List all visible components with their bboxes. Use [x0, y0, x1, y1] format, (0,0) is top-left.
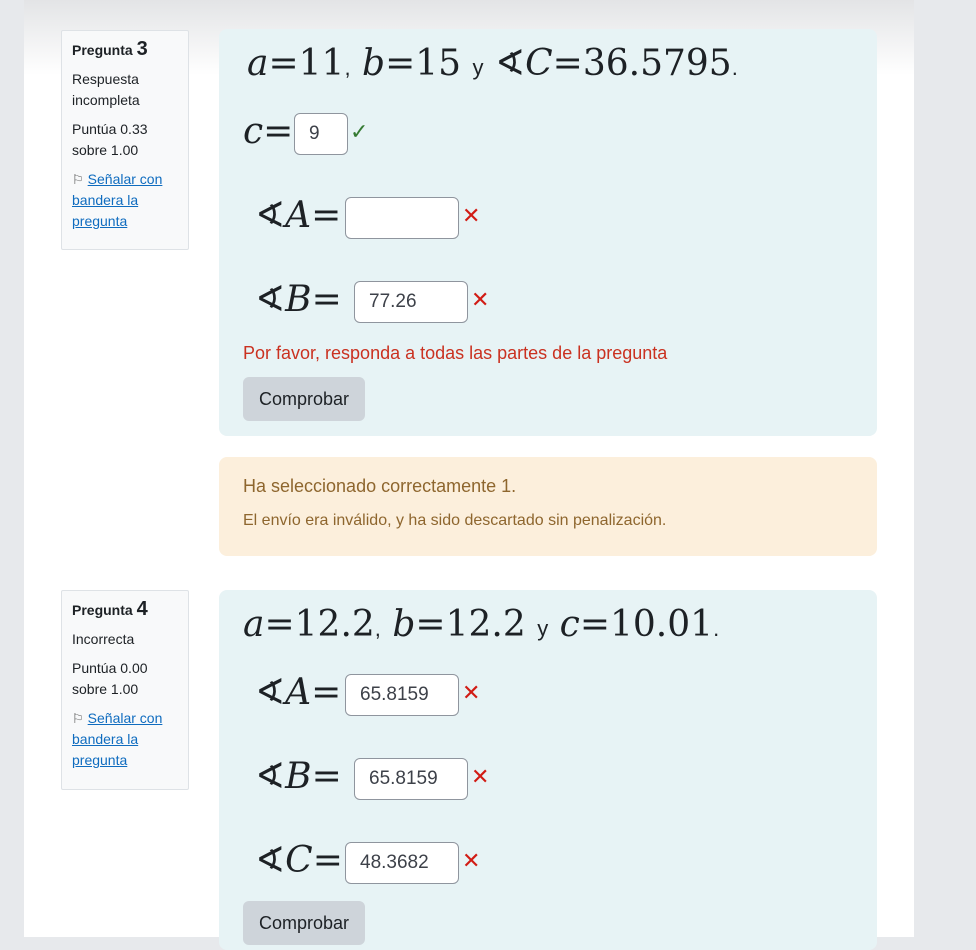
question-3-formulation: [219, 29, 877, 436]
question-4-grade: Puntúa 0.00 sobre 1.00: [72, 660, 148, 697]
question-3-grade: Puntúa 0.33 sobre 1.00: [72, 121, 148, 158]
angle-c-input[interactable]: 48.3682: [345, 842, 459, 884]
check-button[interactable]: Comprobar: [243, 377, 365, 421]
question-3-flag[interactable]: [72, 169, 178, 232]
question-3-state: Respuesta incompleta: [72, 71, 140, 108]
angle-b-label: ∢B=: [255, 279, 342, 320]
angle-a-input[interactable]: [345, 197, 459, 239]
angle-b-input[interactable]: 65.8159: [354, 758, 468, 800]
cross-icon: ✕: [462, 849, 481, 874]
question-4-formulation: [219, 590, 877, 950]
question-4-number: Pregunta 4: [72, 598, 148, 620]
question-3-feedback: [219, 457, 877, 556]
question-4-statement: a=12.2, b=12.2 y c=10.01.: [243, 604, 720, 645]
angle-a-label: ∢A=: [255, 195, 342, 236]
angle-b-label: ∢B=: [255, 756, 342, 797]
cross-icon: ✕: [471, 765, 490, 790]
question-4-flag[interactable]: [72, 708, 178, 771]
c-label: c=: [243, 111, 294, 152]
flag-question-4-link[interactable]: Señalar con bandera la pregunta: [72, 710, 163, 768]
angle-b-input[interactable]: 77.26: [354, 281, 468, 323]
angle-a-input[interactable]: 65.8159: [345, 674, 459, 716]
angle-a-label: ∢A=: [255, 672, 342, 713]
question-3-info: [61, 30, 189, 250]
feedback-title: Ha seleccionado correctamente 1.: [243, 476, 517, 496]
c-input[interactable]: 9: [294, 113, 348, 155]
cross-icon: ✕: [462, 681, 481, 706]
question-3-statement: a=11, b=15 y ∢C=36.5795.: [247, 43, 738, 84]
validation-error: Por favor, responda a todas las partes de la pregunta: [243, 343, 668, 363]
flag-icon: ⚐: [72, 172, 84, 187]
question-4-info: [61, 590, 189, 790]
cross-icon: ✕: [471, 288, 490, 313]
cross-icon: ✕: [462, 204, 481, 229]
question-4-state: Incorrecta: [72, 631, 135, 647]
flag-icon: ⚐: [72, 711, 84, 726]
angle-c-label: ∢C=: [255, 840, 343, 881]
question-3-number: Pregunta 3: [72, 38, 148, 60]
check-icon: ✓: [350, 120, 369, 145]
flag-question-3-link[interactable]: Señalar con bandera la pregunta: [72, 171, 163, 229]
feedback-text: El envío era inválido, y ha sido descartado sin penalización.: [243, 512, 667, 529]
check-button[interactable]: Comprobar: [243, 901, 365, 945]
